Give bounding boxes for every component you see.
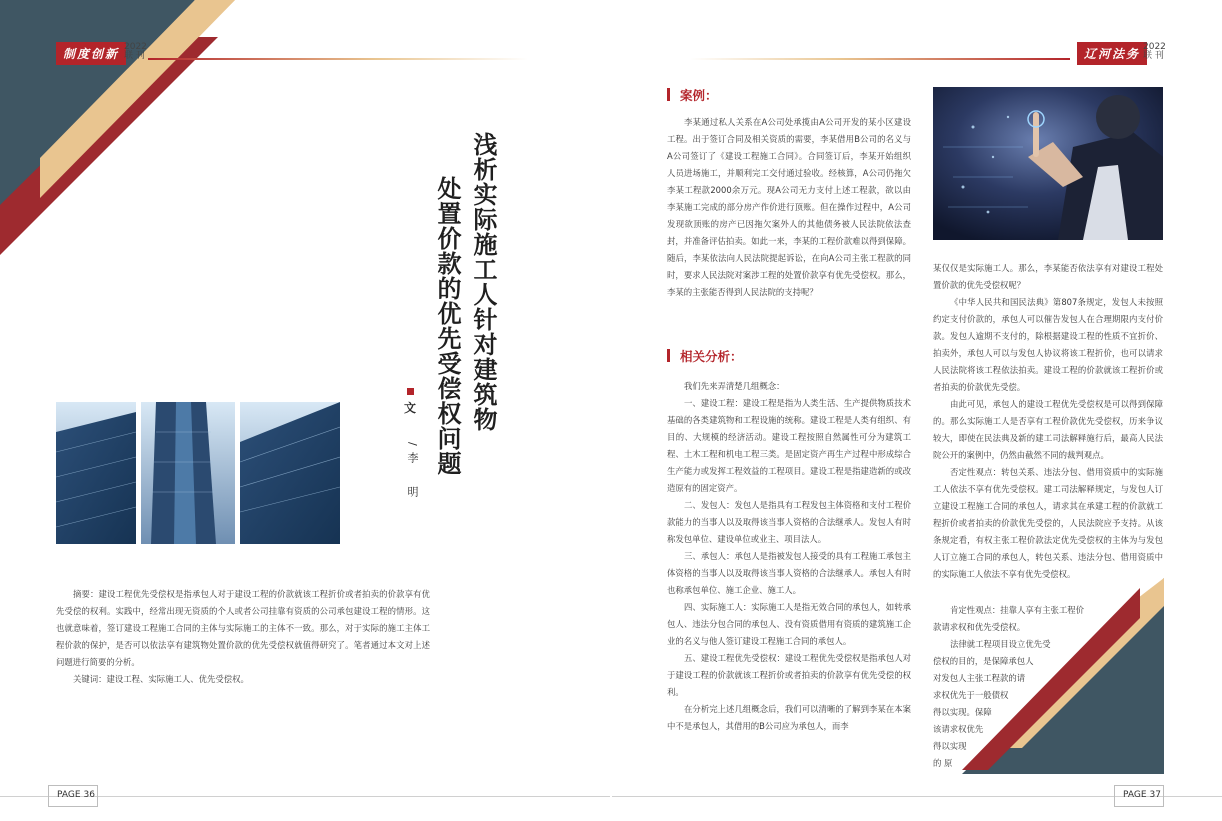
right-header-rule <box>690 58 1070 60</box>
case-text: 李某通过私人关系在A公司处承揽由A公司开发的某小区建设工程。出于签订合同及相关资质的需要，李某借用B公司的名义与A公司签订了《建设工程施工合同》。合同签订后，李某开始组织人员进场施工，并顺利完工交付通过验收。经核算，A公司仍拖欠李某工程款2000余万元。现A公司无力支付上述工程款，欲以由李某施工完成的部分房产作价进行顶账。但在操作过程中，A公司发现欲顶账的房产已因拖欠案外人的其他债务被人民法院依法查封，并准备评估拍卖。如此一来，李某的工程价款难以得到保障。随后，李某依法向人民法院提起诉讼，在向A公司主张工程款的同时，要求人民法院对案涉工程的处置价款享有优先受偿权。那么，李某的主张能否得到人民法院的支持呢？ <box>667 117 911 297</box>
left-header-year <box>124 43 147 61</box>
article-title-line-1: 浅析实际施工人针对建筑物 <box>469 132 497 432</box>
businessman-photo <box>933 87 1163 240</box>
right-column-body <box>933 260 1163 583</box>
abstract-summary: 摘要：建设工程优先受偿权是指承包人对于建设工程的价款就该工程折价或者拍卖的价款享有优先受偿的权利。实践中，经常出现无资质的个人或者公司挂靠有资质的公司承包建设工程的情形。这也就意味着，签订建设工程施工合同的主体与实际施工的主体不一致。那么，对于实际的施工主体工程价款的保护，是否可以依法享有建筑物处置价款的优先受偿权就值得研究了。笔者通过本文对上述问题进行简要的分析。 <box>56 589 430 667</box>
narrow-line: 法律就工程项目设立优先受 <box>950 639 1051 649</box>
narrow-line: 得以实现 <box>933 741 967 751</box>
narrow-line: 得以实现。保障 <box>933 707 992 717</box>
right-header-issue-type: 联 刊 <box>1143 51 1164 61</box>
left-header-tag: 制度创新 <box>56 42 126 65</box>
analysis-paragraph: 一、建设工程：建设工程是指为人类生活、生产提供物质技术基础的各类建筑物和工程设施的统称。建设工程是人类有组织、有目的、大规模的经济活动。建设工程按照自然属性可分为建筑工程、土木工程和机电工程三类。是固定资产再生产过程中形成综合生产能力或发挥工程效益的工程项目。建设工程是指建造新的或改造原有的固定资产。 <box>667 398 911 493</box>
article-title-line-2: 处置价款的优先受偿权问题 <box>433 176 461 476</box>
right-page-label: PAGE <box>1123 790 1147 800</box>
byline-label: 文 <box>404 401 417 415</box>
left-header-rule <box>148 58 528 60</box>
analysis-paragraph: 三、承包人：承包人是指被发包人接受的具有工程施工承包主体资格的当事人以及取得该当事人资格的合法继承人。承包人有时也称承包单位、施工企业、施工人。 <box>667 551 911 595</box>
right-narrow-lines <box>933 602 1133 772</box>
analysis-paragraph: 四、实际施工人：实际施工人是指无效合同的承包人，如转承包人、违法分包合同的承包人、没有资质借用有资质的建筑施工企业的名义与他人签订建设工程施工合同的承包人。 <box>667 602 911 646</box>
narrow-line: 款请求权和优先受偿权。 <box>933 622 1026 632</box>
narrow-line: 偿权的目的，是保障承包人 <box>933 656 1034 666</box>
abstract-block <box>56 586 430 688</box>
right-page-num: 37 <box>1149 790 1161 800</box>
analysis-heading: 相关分析： <box>680 349 743 364</box>
right-page-number <box>1114 785 1164 807</box>
right-header-year <box>1143 43 1166 61</box>
analysis-paragraph: 二、发包人：发包人是指具有工程发包主体资格和支付工程价款能力的当事人以及取得该当事人资格的合法继承人。发包人有时称发包单位、建设单位或业主、项目法人。 <box>667 500 911 544</box>
narrow-line: 的 原 <box>933 758 953 768</box>
left-page-num: 36 <box>83 790 95 800</box>
analysis-paragraph: 在分析完上述几组概念后，我们可以清晰的了解到李某在本案中不是承包人，其借用的B公司应为承包人，而李 <box>667 704 911 731</box>
byline-author: /李 明 <box>406 442 419 503</box>
narrow-line: 该请求权优先 <box>933 724 984 734</box>
case-body <box>667 114 911 301</box>
left-header-year-number: 2022 <box>124 42 147 52</box>
left-page-label: PAGE <box>57 790 81 800</box>
right-header-year-number: 2022 <box>1143 42 1166 52</box>
right-paragraph: 由此可见，承包人的建设工程优先受偿权是可以得到保障的。那么实际施工人是否享有工程价款优先受偿权，历来争议较大，即使在民法典及新的建工司法解释施行后，最高人民法院公开的案例中，仍然由截然不同的裁判观点。 <box>933 399 1163 460</box>
narrow-line: 对发包人主张工程款的请 <box>933 673 1026 683</box>
byline-marker <box>407 388 414 395</box>
left-header-issue-type: 联 刊 <box>124 51 145 61</box>
abstract-keywords: 关键词：建设工程、实际施工人、优先受偿权。 <box>73 674 249 684</box>
analysis-paragraph: 五、建设工程优先受偿权：建设工程优先受偿权是指承包人对于建设工程的价款就该工程折价或者拍卖的价款享有优先受偿的权利。 <box>667 653 911 697</box>
right-header-tag: 辽河法务 <box>1077 42 1147 65</box>
narrow-line: 肯定性观点：挂靠人享有主张工程价 <box>950 605 1084 615</box>
case-heading-bar <box>667 88 670 101</box>
analysis-body <box>667 378 911 735</box>
case-heading: 案例： <box>680 88 718 103</box>
building-photo <box>56 402 340 544</box>
analysis-paragraph: 我们先来弄清楚几组概念： <box>684 381 785 391</box>
narrow-line: 求权优先于一般债权 <box>933 690 1009 700</box>
byline <box>404 388 426 503</box>
left-corner-decoration <box>0 0 240 260</box>
right-paragraph: 某仅仅是实际施工人。那么，李某能否依法享有对建设工程处置价款的优先受偿权呢？ <box>933 263 1163 290</box>
analysis-heading-bar <box>667 349 670 362</box>
right-paragraph: 《中华人民共和国民法典》第807条规定，发包人未按照约定支付价款的，承包人可以催告发包人在合理期限内支付价款。发包人逾期不支付的，除根据建设工程的性质不宜折价、拍卖外，承包人可以与发包人协议将该工程折价，也可以请求人民法院将该工程依法拍卖。建设工程的价款就该工程折价或者拍卖的价款优先受偿。 <box>933 297 1163 392</box>
left-page-number <box>48 785 98 807</box>
right-paragraph: 否定性观点：转包关系、违法分包、借用资质中的实际施工人依法不享有优先受偿权。建工司法解释规定，与发包人订立建设工程施工合同的承包人，请求其在承建工程的价款就工程折价或者拍卖的价款优先受偿的，人民法院应予支持。从该条规定看，有权主张工程价款法定优先受偿权的主体为与发包人订立施工合同的承包人，转包关系、违法分包、借用资质中的实际施工人依法不享有优先受偿权。 <box>933 467 1163 579</box>
